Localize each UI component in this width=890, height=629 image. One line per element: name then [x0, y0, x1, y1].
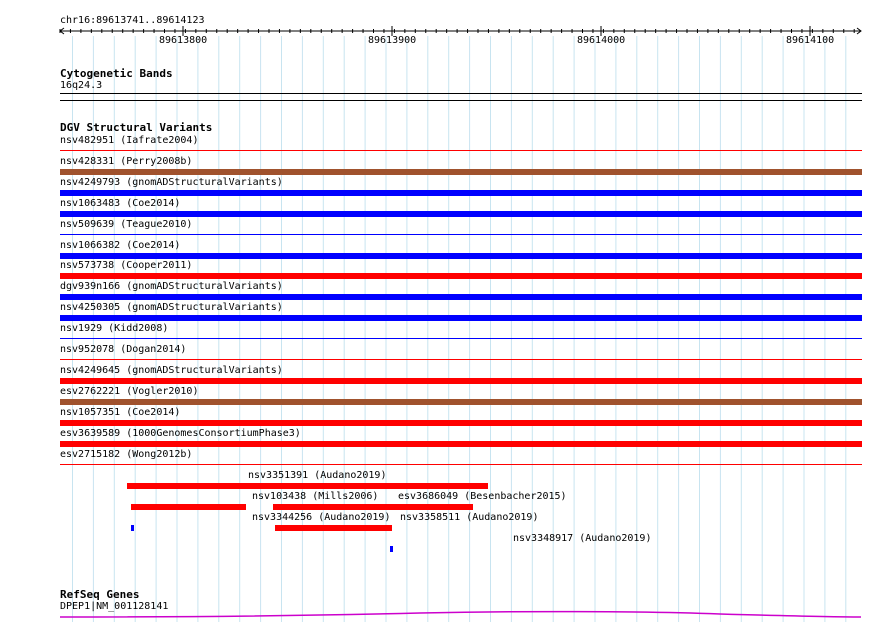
dgv-feature-line[interactable]	[60, 234, 862, 235]
dgv-feature-label[interactable]: nsv428331 (Perry2008b)	[60, 155, 193, 167]
dgv-feature-label[interactable]: nsv3351391 (Audano2019)	[248, 470, 387, 481]
dgv-feature-label[interactable]: dgv939n166 (gnomADStructuralVariants)	[60, 281, 283, 293]
dgv-feature-label[interactable]: esv2715182 (Wong2012b)	[60, 448, 193, 460]
dgv-feature-label[interactable]: nsv3348917 (Audano2019)	[513, 533, 652, 544]
dgv-feature-bar[interactable]	[131, 504, 246, 510]
ruler-tick-label: 89614000	[577, 35, 626, 46]
ruler-position-label: chr16:89613741..89614123	[60, 15, 205, 26]
dgv-feature-label[interactable]: nsv3344256 (Audano2019)	[252, 512, 391, 523]
ruler-axis[interactable]	[0, 0, 890, 50]
dgv-feature-line[interactable]	[60, 464, 862, 465]
dgv-feature-bar[interactable]	[60, 294, 862, 300]
dgv-feature-label[interactable]: nsv4249793 (gnomADStructuralVariants)	[60, 176, 283, 188]
dgv-feature-bar[interactable]	[60, 378, 862, 384]
refseq-track-title[interactable]: RefSeq Genes	[60, 588, 140, 601]
dgv-feature-label[interactable]: nsv3358511 (Audano2019)	[400, 512, 539, 523]
ruler-tick-label: 89614100	[786, 35, 835, 46]
cytoband-label: 16q24.3	[60, 80, 103, 91]
dgv-feature-label[interactable]: esv2762221 (Vogler2010)	[60, 385, 199, 397]
dgv-feature-bar[interactable]	[60, 441, 862, 447]
dgv-feature-line[interactable]	[60, 359, 862, 360]
dgv-feature-bar[interactable]	[131, 525, 134, 531]
dgv-feature-bar[interactable]	[60, 211, 862, 217]
dgv-feature-label[interactable]: nsv1057351 (Coe2014)	[60, 406, 181, 418]
dgv-feature-label[interactable]: nsv509639 (Teague2010)	[60, 218, 193, 230]
dgv-feature-bar[interactable]	[60, 315, 862, 321]
dgv-feature-label[interactable]: nsv4250305 (gnomADStructuralVariants)	[60, 302, 283, 314]
dgv-feature-label[interactable]: nsv1929 (Kidd2008)	[60, 323, 169, 335]
cytoband-track-title[interactable]: Cytogenetic Bands	[60, 67, 173, 80]
dgv-feature-bar[interactable]	[60, 169, 862, 175]
dgv-feature-label[interactable]: esv3686049 (Besenbacher2015)	[398, 491, 567, 502]
dgv-feature-bar[interactable]	[60, 273, 862, 279]
refseq-gene-line[interactable]	[0, 610, 890, 625]
dgv-feature-bar[interactable]	[273, 504, 474, 510]
dgv-feature-bar[interactable]	[60, 190, 862, 196]
dgv-feature-label[interactable]: esv3639589 (1000GenomesConsortiumPhase3)	[60, 427, 301, 439]
dgv-feature-label[interactable]: nsv103438 (Mills2006)	[252, 491, 379, 502]
dgv-feature-line[interactable]	[60, 150, 862, 151]
dgv-track-title[interactable]: DGV Structural Variants	[60, 121, 213, 134]
cytoband-track-border	[60, 100, 862, 101]
dgv-feature-bar[interactable]	[60, 399, 862, 405]
dgv-feature-label[interactable]: nsv952078 (Dogan2014)	[60, 344, 187, 355]
dgv-feature-label[interactable]: nsv1063483 (Coe2014)	[60, 197, 181, 209]
dgv-feature-label[interactable]: nsv1066382 (Coe2014)	[60, 239, 181, 251]
dgv-feature-bar[interactable]	[275, 525, 392, 531]
dgv-feature-label[interactable]: nsv4249645 (gnomADStructuralVariants)	[60, 364, 283, 376]
dgv-feature-label[interactable]: nsv573738 (Cooper2011)	[60, 260, 193, 272]
dgv-feature-bar[interactable]	[60, 420, 862, 426]
dgv-feature-line[interactable]	[60, 338, 862, 339]
refseq-gene-label[interactable]: DPEP1|NM_001128141	[60, 601, 169, 612]
dgv-feature-bar[interactable]	[127, 483, 489, 489]
cytoband-bar[interactable]	[60, 93, 862, 94]
ruler-tick-label: 89613800	[159, 35, 208, 46]
dgv-feature-bar[interactable]	[60, 253, 862, 259]
dgv-feature-label[interactable]: nsv482951 (Iafrate2004)	[60, 135, 199, 146]
ruler-tick-label: 89613900	[368, 35, 417, 46]
dgv-feature-bar[interactable]	[390, 546, 393, 552]
